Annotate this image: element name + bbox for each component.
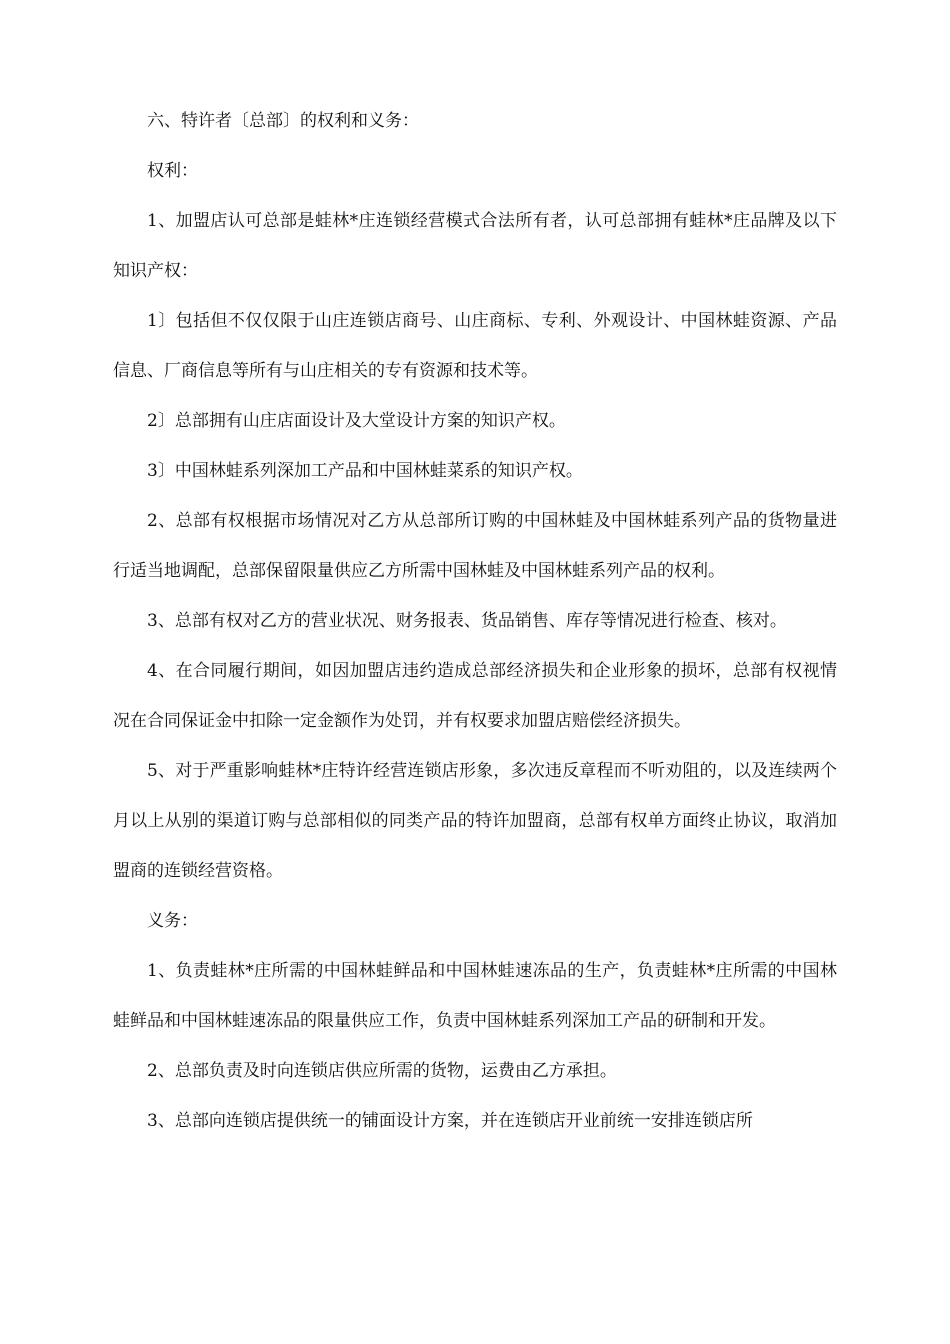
paragraph: 1〕包括但不仅仅限于山庄连锁店商号、山庄商标、专利、外观设计、中国林蛙资源、产品信息、厂商信息等所有与山庄相关的专有资源和技术等。 — [113, 311, 837, 381]
paragraph: 4、在合同履行期间，如因加盟店违约造成总部经济损失和企业形象的损坏，总部有权视情况在合同保证金中扣除一定金额作为处罚，并有权要求加盟店赔偿经济损失。 — [113, 661, 837, 731]
paragraph: 1、加盟店认可总部是蛙林*庄连锁经营模式合法所有者，认可总部拥有蛙林*庄品牌及以下知识产权： — [113, 211, 837, 281]
paragraph: 2、总部负责及时向连锁店供应所需的货物，运费由乙方承担。 — [147, 1061, 617, 1081]
section-heading: 六、特许者〔总部〕的权利和义务： — [147, 111, 419, 131]
paragraph: 3〕中国林蛙系列深加工产品和中国林蛙菜系的知识产权。 — [147, 461, 583, 481]
rights-heading: 权利： — [147, 161, 198, 181]
paragraph: 1、负责蛙林*庄所需的中国林蛙鲜品和中国林蛙速冻品的生产，负责蛙林*庄所需的中国林蛙鲜品和中国林蛙速冻品的限量供应工作，负责中国林蛙系列深加工产品的研制和开发。 — [113, 961, 837, 1031]
document-body — [113, 96, 837, 1146]
paragraph: 3、总部有权对乙方的营业状况、财务报表、货品销售、库存等情况进行检查、核对。 — [147, 611, 787, 631]
paragraph: 5、对于严重影响蛙林*庄特许经营连锁店形象，多次违反章程而不听劝阻的，以及连续两个月以上从别的渠道订购与总部相似的同类产品的特许加盟商，总部有权单方面终止协议，取消加盟商的连锁经营资格。 — [113, 761, 837, 881]
paragraph: 2、总部有权根据市场情况对乙方从总部所订购的中国林蛙及中国林蛙系列产品的货物量进行适当地调配，总部保留限量供应乙方所需中国林蛙及中国林蛙系列产品的权利。 — [113, 511, 837, 581]
duties-heading: 义务： — [147, 911, 198, 931]
paragraph: 2〕总部拥有山庄店面设计及大堂设计方案的知识产权。 — [147, 411, 566, 431]
paragraph: 3、总部向连锁店提供统一的铺面设计方案，并在连锁店开业前统一安排连锁店所 — [147, 1111, 753, 1131]
